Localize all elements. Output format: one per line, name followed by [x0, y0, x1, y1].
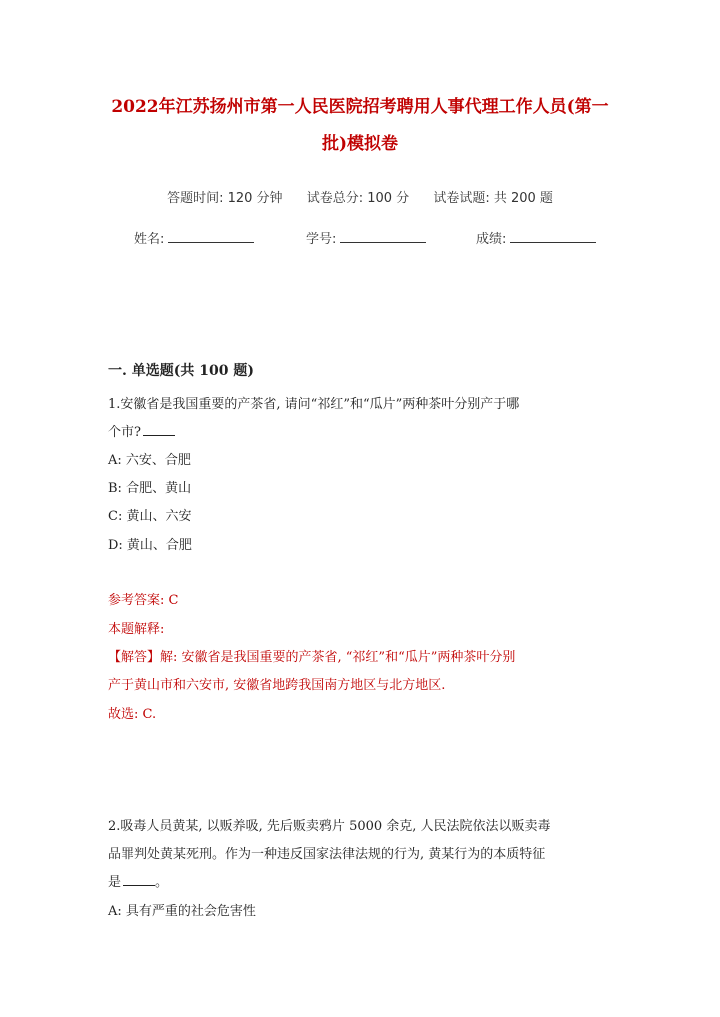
q1-explanation-label: 本题解释: — [108, 622, 165, 637]
q1-text-line2-content: 个市? — [108, 425, 141, 440]
q1-explanation-line1: 【解答】解: 安徽省是我国重要的产茶省, “祁红”和“瓜片”两种茶叶分别 — [108, 650, 516, 665]
name-field — [134, 228, 254, 247]
q1-conclusion: 故选: C. — [108, 707, 157, 722]
student-id-field — [306, 228, 426, 247]
q1-text-line1: 1.安徽省是我国重要的产茶省, 请问“祁红”和“瓜片”两种茶叶分别产于哪 — [108, 397, 520, 412]
q2-text-line3-start: 是 — [108, 875, 122, 890]
name-label: 姓名: — [134, 232, 165, 247]
q1-answer-blank — [143, 424, 175, 436]
grade-label: 成绩: — [476, 232, 507, 247]
q1-option-c: C: 黄山、六安 — [108, 509, 192, 524]
student-id-label: 学号: — [306, 232, 337, 247]
exam-time: 答题时间: 120 分钟 — [167, 191, 283, 206]
q2-text-line2: 品罪判处黄某死刑。作为一种违反国家法律法规的行为, 黄某行为的本质特征 — [108, 847, 546, 862]
exam-question-count: 试卷试题: 共 200 题 — [433, 191, 553, 206]
grade-field — [476, 228, 596, 247]
q2-text-line3-end: 。 — [155, 875, 169, 890]
section-title: 一. 单选题(共 100 题) — [108, 363, 254, 379]
q1-option-a: A: 六安、合肥 — [108, 453, 191, 468]
q2-option-a: A: 具有严重的社会危害性 — [108, 904, 256, 919]
exam-meta — [0, 187, 720, 206]
q2-text-line1: 2.吸毒人员黄某, 以贩养吸, 先后贩卖鸦片 5000 余克, 人民法院依法以贩卖毒 — [108, 819, 551, 834]
q1-explanation-line2: 产于黄山市和六安市, 安徽省地跨我国南方地区与北方地区. — [108, 678, 446, 693]
q2-text-line3 — [108, 874, 168, 892]
exam-title-line2: 批)模拟卷 — [321, 134, 399, 154]
grade-blank — [510, 230, 596, 243]
q2-answer-blank — [123, 874, 155, 886]
name-blank — [168, 230, 254, 243]
student-id-blank — [340, 230, 426, 243]
exam-title-line1: 2022年江苏扬州市第一人民医院招考聘用人事代理工作人员(第一 — [111, 97, 609, 117]
q1-text-line2 — [108, 424, 175, 442]
q1-reference-answer: 参考答案: C — [108, 593, 179, 608]
exam-total-score: 试卷总分: 100 分 — [306, 191, 410, 206]
q1-option-d: D: 黄山、合肥 — [108, 538, 192, 553]
q1-option-b: B: 合肥、黄山 — [108, 481, 192, 496]
